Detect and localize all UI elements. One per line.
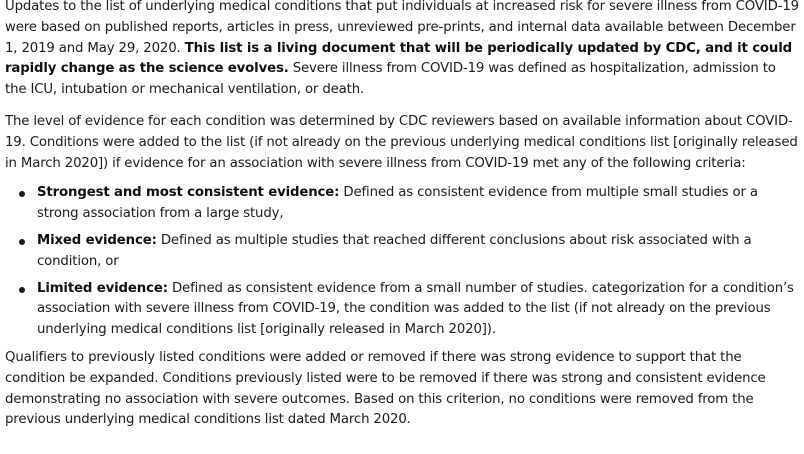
living-document-statement: This list is a living document that will be periodically updated by CDC, and it could rapidly change as the science evolves. (5, 40, 793, 77)
bullet-icon (19, 239, 25, 245)
bullet-icon (19, 287, 25, 293)
intro-text: Updates to the list of underlying medical conditions that put individuals at increased risk for severe illness from COVID-19 were based on published reports, articles in press, unreviewed pre-prints, and internal data available between December 1, 2019 and May 29, 2020. (5, 0, 799, 56)
criterion-term: Limited evidence: (37, 280, 168, 296)
criterion-definition: Defined as consistent evidence from multiple small studies or a strong association from a large study, (37, 185, 758, 222)
bullet-icon (19, 191, 25, 197)
list-item (37, 183, 800, 225)
criterion-definition: Defined as multiple studies that reached different conclusions about risk associated with a condition, or (37, 232, 752, 269)
criterion-definition: Defined as consistent evidence from a small number of studies. categorization for a condition’s association with severe illness from COVID-19, the condition was added to the list (if not already on the previous underlying medical conditions list [originally released in March 2020]). (37, 280, 794, 338)
list-item (37, 279, 800, 341)
list-item (37, 231, 800, 273)
criterion-term: Mixed evidence: (37, 232, 157, 248)
evidence-paragraph: The level of evidence for each condition was determined by CDC reviewers based on available information about COVID-19. Conditions were added to the list (if not already on the previous underlying medical conditions list [originally released in March 2020]) if evidence for an association with severe illness from COVID-19 met any of the following criteria: (5, 113, 798, 171)
evidence-criteria-list (5, 183, 800, 341)
criterion-term: Strongest and most consistent evidence: (37, 185, 340, 201)
qualifiers-paragraph: Qualifiers to previously listed conditions were added or removed if there was strong evidence to support that the condition be expanded. Conditions previously listed were to be removed if there was strong and consistent evidence demonstrating no association with severe outcomes. Based on this criterion, no conditions were removed from the previous underlying medical conditions list dated March 2020. (5, 349, 766, 428)
intro-paragraph (5, 0, 800, 101)
severe-illness-definition: Severe illness from COVID-19 was defined as hospitalization, admission to the ICU, intubation or mechanical ventilation, or death. (5, 61, 776, 98)
